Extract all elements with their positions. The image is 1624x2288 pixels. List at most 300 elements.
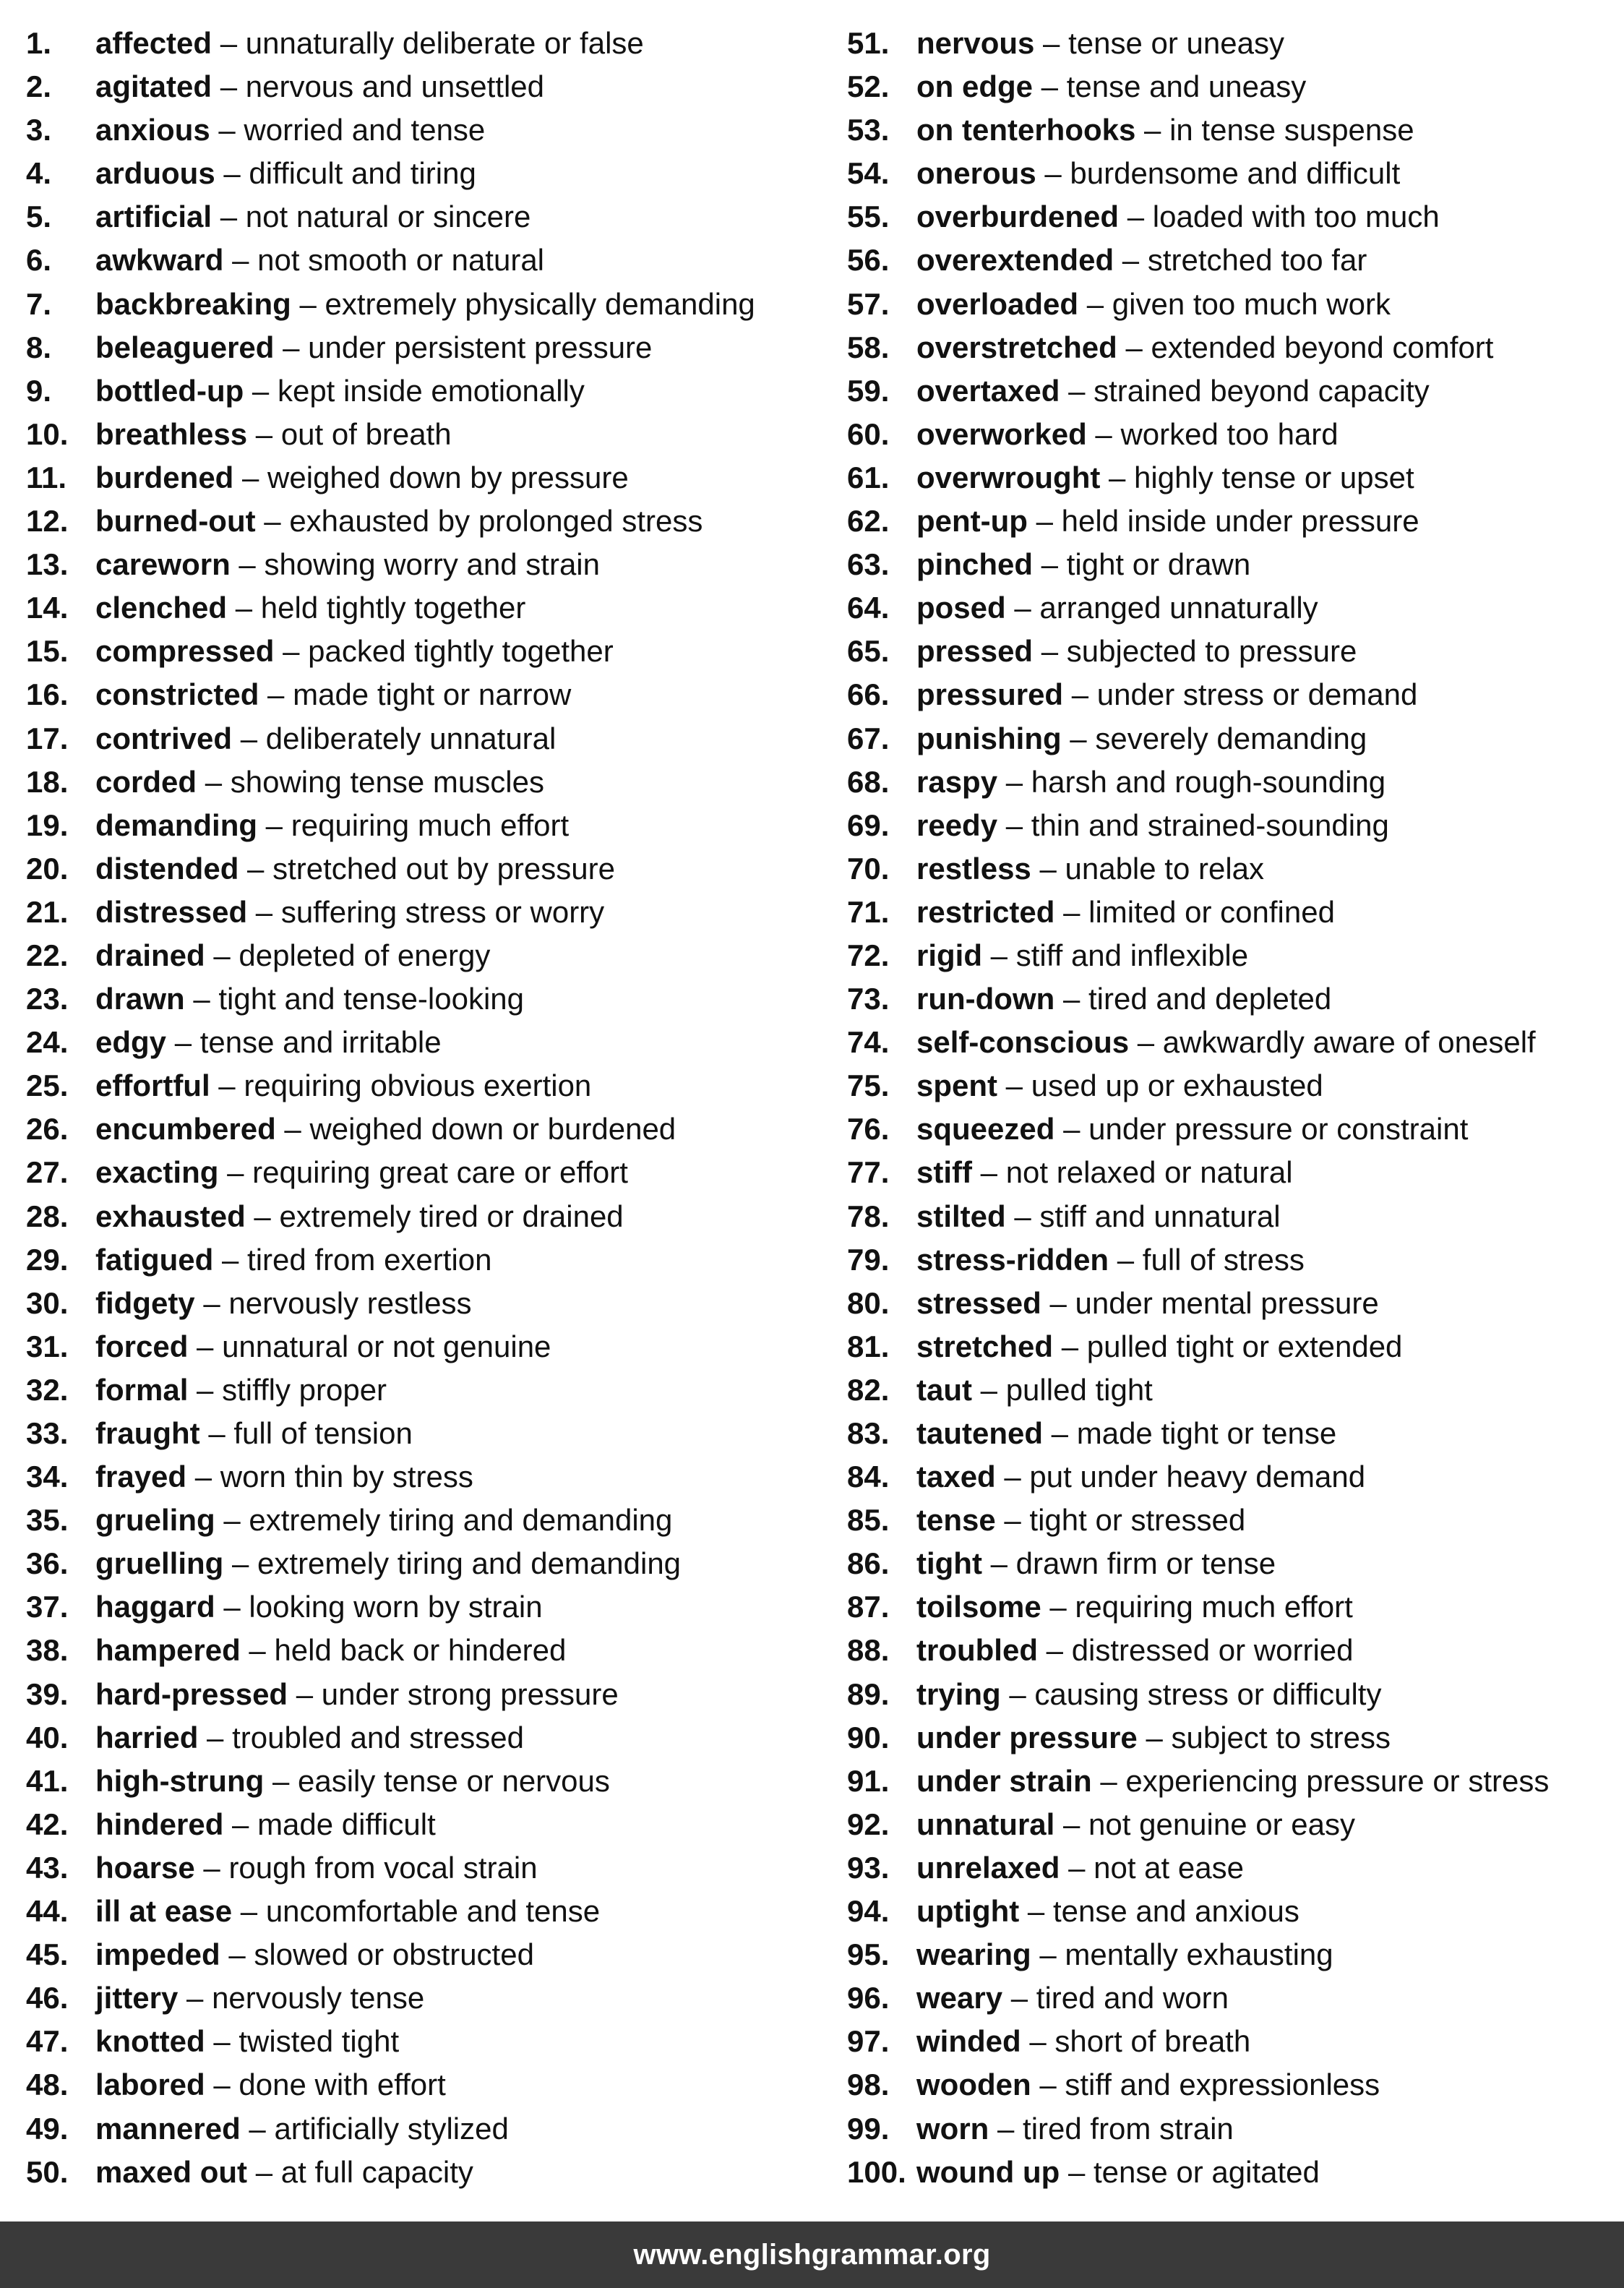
item-term: under strain [916,1763,1092,1798]
list-item [26,65,821,108]
item-definition: slowed or obstructed [254,1937,534,1972]
item-number: 22. [26,938,69,972]
item-number: 26. [26,1112,69,1147]
item-number: 35. [26,1503,69,1538]
item-number: 73. [847,982,890,1016]
item-number: 88. [847,1633,890,1668]
item-term: stilted [916,1199,1006,1233]
item-definition: weighed down or burdened [309,1112,676,1147]
list-item [847,326,1613,369]
item-term: contrived [95,721,233,755]
list-item [26,1673,821,1716]
item-term: corded [95,764,197,799]
item-term: overwrought [916,460,1101,494]
list-item [26,152,821,195]
list-item [26,543,821,586]
list-item [26,1976,821,2020]
item-definition: unable to relax [1065,851,1265,886]
item-separator: – [972,1372,1006,1407]
item-number: 24. [26,1025,69,1060]
item-separator: – [223,243,258,278]
item-number: 48. [26,2068,69,2102]
item-definition: put under heavy demand [1029,1460,1366,1494]
item-definition: under persistent pressure [308,330,653,364]
item-term: fraught [95,1416,200,1450]
item-number: 12. [26,504,69,539]
item-number: 21. [26,894,69,929]
list-item [847,586,1613,630]
item-term: overworked [916,416,1087,451]
item-separator: – [1031,1937,1065,1972]
item-definition: tense and anxious [1052,1894,1299,1929]
item-term: toilsome [916,1590,1041,1624]
item-term: pressured [916,677,1064,712]
item-separator: – [233,460,268,494]
list-item [26,934,821,977]
item-term: formal [95,1372,189,1407]
item-definition: awkwardly aware of oneself [1162,1025,1536,1060]
list-item [847,1933,1613,1976]
item-separator: – [240,1633,275,1668]
item-definition: full of tension [233,1416,413,1450]
item-term: drained [95,938,205,972]
item-separator: – [1137,1720,1172,1754]
list-item [847,804,1613,847]
item-definition: kept inside emotionally [277,373,585,408]
list-item [847,1238,1613,1282]
item-definition: troubled and stressed [232,1720,525,1754]
list-item [26,2020,821,2063]
item-separator: – [982,938,1016,972]
list-item [26,283,821,326]
item-number: 65. [847,634,890,669]
list-item [26,195,821,239]
list-item [847,108,1613,152]
item-definition: requiring much effort [291,807,570,842]
item-term: self-conscious [916,1025,1130,1060]
item-term: winded [916,2024,1021,2059]
item-separator: – [274,330,309,364]
item-definition: held inside under pressure [1061,504,1419,539]
item-number: 47. [26,2024,69,2059]
item-number: 76. [847,1112,890,1147]
item-term: mannered [95,2111,241,2146]
item-definition: drawn firm or tense [1015,1546,1276,1581]
item-term: awkward [95,243,224,278]
list-item [847,1368,1613,1412]
item-term: careworn [95,547,231,582]
item-definition: subjected to pressure [1066,634,1357,669]
item-number: 71. [847,894,890,929]
item-term: pent-up [916,504,1028,539]
item-definition: showing worry and strain [264,547,600,582]
item-definition: made difficult [257,1807,436,1841]
item-separator: – [215,1503,249,1538]
item-number: 3. [26,113,52,147]
item-definition: easily tense or nervous [297,1763,610,1798]
item-separator: – [1060,373,1094,408]
item-term: overloaded [916,286,1079,321]
item-definition: extremely tiring and demanding [257,1546,682,1581]
item-separator: – [995,1460,1030,1494]
item-separator: – [1036,156,1070,191]
list-item [847,1585,1613,1629]
item-term: exhausted [95,1199,246,1233]
list-item [26,630,821,673]
item-separator: – [1034,26,1069,60]
item-definition: highly tense or upset [1134,460,1414,494]
item-number: 99. [847,2111,890,2146]
list-item [847,977,1613,1021]
list-item [26,1195,821,1238]
item-definition: arranged unnaturally [1039,591,1318,625]
item-term: weary [916,1981,1003,2015]
item-number: 19. [26,807,69,842]
item-term: reedy [916,807,998,842]
list-item [847,2151,1613,2194]
item-number: 4. [26,156,52,191]
item-number: 11. [26,460,67,494]
item-term: arduous [95,156,215,191]
item-definition: unnatural or not genuine [222,1329,551,1363]
item-number: 14. [26,591,69,625]
item-number: 63. [847,547,890,582]
item-separator: – [1100,460,1135,494]
item-separator: – [1078,286,1112,321]
item-number: 89. [847,1676,890,1711]
item-term: uptight [916,1894,1020,1929]
item-number: 97. [847,2024,890,2059]
item-separator: – [1033,69,1067,104]
item-definition: subject to stress [1171,1720,1391,1754]
item-number: 46. [26,1981,69,2015]
item-definition: burdensome and difficult [1070,156,1401,191]
item-definition: worked too hard [1120,416,1339,451]
list-item [847,1673,1613,1716]
item-number: 8. [26,330,52,364]
item-number: 72. [847,938,890,972]
item-number: 100. [847,2154,906,2189]
item-definition: nervously restless [228,1285,472,1320]
item-term: clenched [95,591,228,625]
item-separator: – [257,807,291,842]
item-definition: not relaxed or natural [1005,1155,1293,1190]
item-definition: uncomfortable and tense [265,1894,601,1929]
list-item [26,1585,821,1629]
list-item [26,1890,821,1933]
item-term: squeezed [916,1112,1055,1147]
item-definition: tight or stressed [1029,1503,1246,1538]
list-item [847,456,1613,500]
item-separator: – [997,764,1031,799]
item-number: 41. [26,1763,69,1798]
item-separator: – [1005,591,1040,625]
list-item [847,717,1613,760]
item-separator: – [186,1460,220,1494]
item-term: edgy [95,1025,167,1060]
list-item [847,1499,1613,1542]
item-number: 53. [847,113,890,147]
item-separator: – [198,1720,233,1754]
item-definition: nervous and unsettled [245,69,545,104]
item-separator: – [232,721,266,755]
list-item [847,2107,1613,2151]
item-term: raspy [916,764,998,799]
item-separator: – [1060,2154,1094,2189]
list-item [847,847,1613,891]
item-term: ill at ease [95,1894,233,1929]
item-term: grueling [95,1503,215,1538]
item-term: frayed [95,1460,187,1494]
item-number: 5. [26,200,52,234]
item-number: 43. [26,1850,69,1885]
item-term: high-strung [95,1763,265,1798]
list-item [847,1890,1613,1933]
item-definition: mentally exhausting [1065,1937,1333,1972]
item-separator: – [197,764,231,799]
item-definition: requiring obvious exertion [244,1068,592,1103]
item-definition: harsh and rough-sounding [1031,764,1386,799]
item-number: 50. [26,2154,69,2189]
item-separator: – [1129,1025,1163,1060]
item-number: 91. [847,1763,890,1798]
item-number: 44. [26,1894,69,1929]
item-number: 93. [847,1850,890,1885]
word-list-left-column [26,22,821,2194]
item-number: 87. [847,1590,890,1624]
item-definition: tense or uneasy [1068,26,1284,60]
item-separator: – [218,1155,253,1190]
item-number: 60. [847,416,890,451]
item-definition: weighed down by pressure [267,460,629,494]
list-item [26,369,821,413]
item-term: stressed [916,1285,1041,1320]
item-definition: artificially stylized [274,2111,509,2146]
item-term: exacting [95,1155,219,1190]
item-separator: – [259,677,293,712]
item-number: 79. [847,1242,890,1277]
list-item [26,1760,821,1803]
item-term: maxed out [95,2154,248,2189]
item-definition: under stress or demand [1096,677,1418,712]
item-separator: – [1033,634,1067,669]
item-number: 13. [26,547,69,582]
item-definition: rough from vocal strain [228,1850,538,1885]
item-definition: stiff and expressionless [1065,2068,1380,2102]
item-separator: – [247,2154,281,2189]
item-number: 15. [26,634,69,669]
list-item [847,22,1613,65]
item-term: wearing [916,1937,1031,1972]
item-number: 83. [847,1416,890,1450]
item-term: gruelling [95,1546,224,1581]
list-item [847,1846,1613,1890]
list-item [26,1933,821,1976]
item-separator: – [1061,721,1096,755]
item-term: distressed [95,894,248,929]
list-item [847,1325,1613,1368]
item-term: stiff [916,1155,972,1190]
item-term: pinched [916,547,1034,582]
item-number: 18. [26,764,69,799]
item-term: artificial [95,200,212,234]
item-separator: – [215,1590,249,1624]
item-definition: held back or hindered [274,1633,567,1668]
item-separator: – [1041,1285,1075,1320]
list-item [847,1455,1613,1499]
item-separator: – [205,2068,239,2102]
item-definition: given too much work [1112,286,1391,321]
item-definition: experiencing pressure or stress [1125,1763,1550,1798]
list-item [847,1760,1613,1803]
item-number: 49. [26,2111,69,2146]
item-separator: – [1054,1807,1089,1841]
item-definition: stiffly proper [222,1372,387,1407]
item-number: 32. [26,1372,69,1407]
item-number: 37. [26,1590,69,1624]
item-term: knotted [95,2024,205,2059]
item-separator: – [223,1807,258,1841]
item-separator: – [239,851,273,886]
item-separator: – [1119,200,1153,234]
list-item [26,586,821,630]
item-term: constricted [95,677,259,712]
item-number: 68. [847,764,890,799]
list-item [847,1412,1613,1455]
item-separator: – [247,416,281,451]
item-term: tight [916,1546,982,1581]
item-number: 33. [26,1416,69,1450]
item-separator: – [997,807,1031,842]
item-term: breathless [95,416,248,451]
item-definition: exhausted by prolonged stress [289,504,703,539]
item-separator: – [288,1676,322,1711]
item-separator: – [1021,2024,1055,2059]
item-definition: loaded with too much [1152,200,1440,234]
item-number: 57. [847,286,890,321]
item-separator: – [188,1372,223,1407]
list-item [847,369,1613,413]
item-term: forced [95,1329,189,1363]
list-item [847,1976,1613,2020]
list-item [26,1325,821,1368]
list-item [847,760,1613,804]
item-number: 17. [26,721,69,755]
item-definition: severely demanding [1095,721,1367,755]
item-separator: – [232,1894,266,1929]
item-number: 30. [26,1285,69,1320]
item-number: 92. [847,1807,890,1841]
item-definition: not at ease [1094,1850,1244,1885]
item-number: 61. [847,460,890,494]
item-separator: – [210,113,244,147]
item-number: 69. [847,807,890,842]
item-term: troubled [916,1633,1038,1668]
list-item [26,1368,821,1412]
item-definition: unnaturally deliberate or false [245,26,644,60]
item-separator: – [1027,504,1062,539]
item-term: effortful [95,1068,210,1103]
item-definition: held tightly together [260,591,526,625]
item-separator: – [981,1546,1016,1581]
item-separator: – [212,200,246,234]
item-number: 29. [26,1242,69,1277]
item-number: 40. [26,1720,69,1754]
item-definition: tight or drawn [1066,547,1251,582]
item-separator: – [264,1763,298,1798]
list-item [26,326,821,369]
item-definition: at full capacity [280,2154,473,2189]
item-term: distended [95,851,239,886]
item-number: 51. [847,26,890,60]
list-item [26,1107,821,1151]
item-separator: – [213,1242,248,1277]
item-number: 27. [26,1155,69,1190]
item-definition: tired and depleted [1088,982,1332,1016]
list-item [26,1282,821,1325]
item-number: 62. [847,504,890,539]
list-item [26,673,821,716]
item-number: 55. [847,200,890,234]
list-item [26,2063,821,2107]
list-item [847,673,1613,716]
item-separator: – [972,1155,1006,1190]
item-term: hard-pressed [95,1676,288,1711]
item-definition: tired and worn [1036,1981,1229,2015]
item-number: 75. [847,1068,890,1103]
item-number: 54. [847,156,890,191]
item-definition: thin and strained-sounding [1031,807,1389,842]
item-separator: – [1019,1894,1053,1929]
item-definition: deliberately unnatural [265,721,557,755]
item-term: nervous [916,26,1035,60]
item-separator: – [1054,982,1088,1016]
item-definition: limited or confined [1088,894,1335,929]
item-separator: – [199,1416,234,1450]
item-definition: done with effort [239,2068,446,2102]
item-number: 31. [26,1329,69,1363]
item-term: bottled-up [95,373,244,408]
list-item [847,413,1613,456]
item-term: backbreaking [95,286,291,321]
list-item [847,1021,1613,1064]
item-number: 9. [26,373,52,408]
item-separator: – [194,1285,229,1320]
item-number: 96. [847,1981,890,2015]
item-number: 6. [26,243,52,278]
item-separator: – [1091,1763,1126,1798]
item-definition: made tight or tense [1076,1416,1337,1450]
item-definition: causing stress or difficulty [1034,1676,1382,1711]
item-number: 67. [847,721,890,755]
item-term: agitated [95,69,212,104]
item-number: 56. [847,243,890,278]
item-separator: – [210,1068,244,1103]
item-term: overextended [916,243,1114,278]
list-item [847,283,1613,326]
list-item [847,1629,1613,1672]
item-separator: – [1063,677,1097,712]
item-term: taut [916,1372,972,1407]
list-item [26,847,821,891]
item-number: 94. [847,1894,890,1929]
list-item [847,152,1613,195]
list-item [26,456,821,500]
item-definition: tight and tense-looking [218,982,525,1016]
site-link[interactable]: www.englishgrammar.org [633,2238,991,2271]
item-separator: – [275,1112,310,1147]
item-separator: – [188,1329,223,1363]
